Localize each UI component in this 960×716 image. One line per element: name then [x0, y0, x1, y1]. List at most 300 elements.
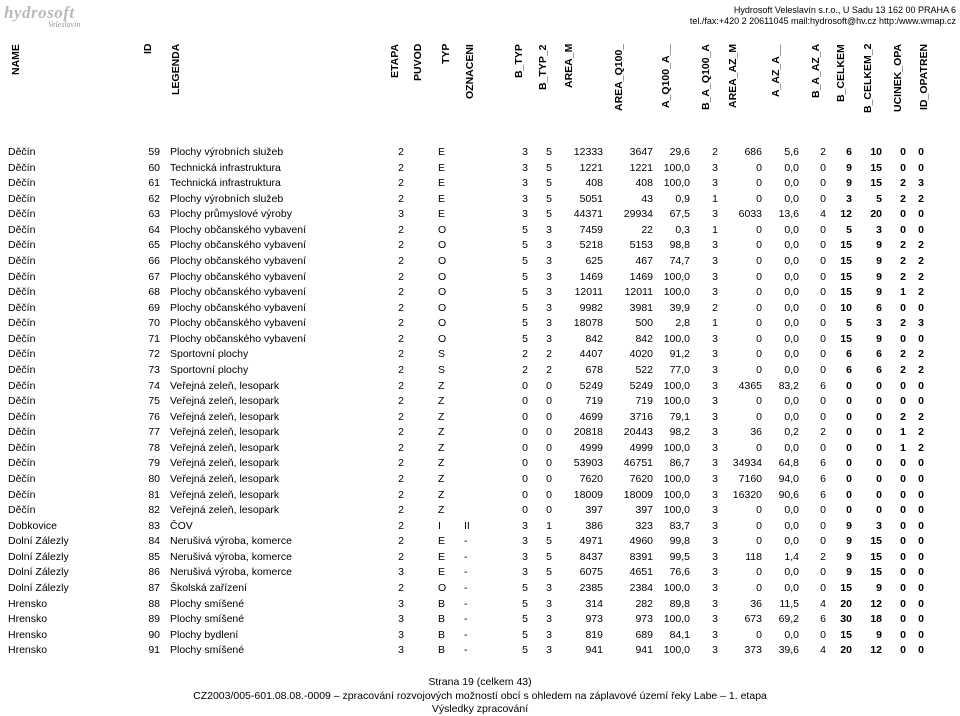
cell-oznaceni: 0: [522, 488, 528, 501]
cell-a-q100-a: 1: [712, 317, 718, 330]
cell-oznaceni: 5: [522, 254, 528, 267]
cell-b-typ-2: 941: [585, 644, 603, 657]
cell-name: Hrensko: [8, 597, 48, 610]
cell-a-q100-a: 3: [712, 410, 718, 423]
cell-b-typ: 5: [546, 161, 552, 174]
cell-b-typ-2: 625: [585, 254, 603, 267]
cell-b-celkem: 9: [876, 270, 882, 283]
cell-b-typ: 3: [546, 270, 552, 283]
cell-area-az-m: 0,0: [784, 239, 799, 252]
project-title: CZ2003/005-601.08.08.-0009 – zpracování rozvojových možností obcí s ohledem na záplavové území řeky Labe – 1. etapa: [193, 690, 767, 702]
table-row: [0, 565, 960, 580]
cell-area-q100: 100,0: [663, 270, 690, 283]
cell-etapa: 3: [398, 628, 404, 641]
table-row: [0, 503, 960, 518]
cell-etapa: 2: [398, 379, 404, 392]
cell-a-az-a: 4: [820, 208, 826, 221]
cell-b-celkem: 3: [876, 317, 882, 330]
cell-id: 81: [148, 488, 160, 501]
cell-a-q100-a: 3: [712, 644, 718, 657]
cell-legenda: Plochy výrobních služeb: [170, 146, 284, 158]
cell-ucinek-opa: 0: [918, 535, 924, 548]
cell-b-celkem-2: 0: [900, 457, 906, 470]
cell-area-q100: 98,8: [669, 239, 690, 252]
cell-b-typ-2: 12011: [574, 286, 603, 299]
cell-oznaceni: 5: [522, 239, 528, 252]
cell-oznaceni: 5: [522, 286, 528, 299]
cell-b-typ-2: 408: [585, 177, 603, 190]
cell-oznaceni: 0: [522, 441, 528, 454]
cell-b-celkem-2: 0: [900, 566, 906, 579]
cell-id: 74: [148, 379, 160, 392]
cell-ucinek-opa: 0: [918, 395, 924, 408]
cell-area-az-m: 90,6: [778, 488, 799, 501]
cell-b-a-q100-a: 0: [756, 161, 762, 174]
cell-b-a-az-a: 9: [846, 519, 852, 532]
cell-puvod: E: [438, 208, 446, 221]
cell-b-celkem-2: 0: [900, 550, 906, 563]
cell-a-q100-a: 3: [712, 628, 718, 641]
cell-ucinek-opa: 0: [918, 613, 924, 626]
header-label: B_A_AZ_A: [810, 44, 822, 99]
cell-id: 91: [148, 644, 160, 657]
cell-area-q100: 100,0: [663, 161, 690, 174]
page-number: Strana 19 (celkem 43): [428, 676, 532, 688]
cell-oznaceni: 5: [522, 581, 528, 594]
cell-b-a-q100-a: 686: [744, 146, 762, 158]
cell-a-q100-a: 3: [712, 488, 718, 501]
header-label: B_TYP: [513, 44, 525, 78]
cell-a-q100-a: 3: [712, 581, 718, 594]
cell-typ: -: [464, 597, 468, 610]
cell-b-celkem: 3: [876, 519, 882, 532]
cell-b-a-q100-a: 4365: [738, 379, 762, 392]
cell-b-celkem-2: 0: [900, 504, 906, 517]
cell-b-celkem: 20: [870, 208, 882, 221]
cell-b-a-az-a: 9: [846, 566, 852, 579]
cell-b-celkem: 9: [876, 581, 882, 594]
company-logo: [4, 3, 104, 31]
cell-legenda: Veřejná zeleň, lesopark: [170, 488, 280, 501]
cell-legenda: Plochy občanského vybavení: [170, 254, 307, 267]
cell-b-a-q100-a: 36: [750, 426, 762, 439]
cell-area-az-m: 83,2: [778, 379, 799, 392]
cell-ucinek-opa: 0: [918, 566, 924, 579]
cell-id: 70: [148, 317, 160, 330]
cell-area-q100: 100,0: [663, 644, 690, 657]
cell-b-typ: 3: [546, 223, 552, 236]
cell-legenda: Plochy průmyslové výroby: [170, 208, 292, 221]
cell-legenda: Plochy občanského vybavení: [170, 317, 307, 330]
cell-typ: -: [464, 535, 468, 548]
header-label: TYP: [440, 44, 452, 65]
cell-name: Děčín: [8, 504, 36, 517]
cell-id: 77: [148, 426, 160, 439]
cell-a-q100-a: 3: [712, 379, 718, 392]
cell-id: 78: [148, 441, 160, 454]
cell-area-m: 3981: [629, 301, 653, 314]
cell-a-az-a: 0: [820, 270, 826, 283]
cell-ucinek-opa: 3: [918, 317, 924, 330]
cell-b-a-q100-a: 0: [756, 348, 762, 361]
table-row: [0, 332, 960, 347]
cell-b-celkem-2: 0: [900, 628, 906, 641]
cell-a-az-a: 0: [820, 504, 826, 517]
cell-legenda: Plochy občanského vybavení: [170, 301, 307, 314]
cell-b-typ-2: 397: [585, 504, 603, 517]
cell-b-celkem: 9: [876, 286, 882, 299]
cell-b-typ-2: 8437: [579, 550, 603, 563]
cell-a-az-a: 0: [820, 566, 826, 579]
cell-oznaceni: 0: [522, 410, 528, 423]
table-row: [0, 207, 960, 222]
cell-etapa: 2: [398, 410, 404, 423]
cell-puvod: Z: [438, 472, 445, 485]
cell-area-m: 1469: [629, 270, 653, 283]
cell-name: Hrensko: [8, 628, 48, 641]
cell-area-az-m: 1,4: [784, 550, 799, 563]
cell-a-az-a: 2: [820, 550, 826, 563]
cell-b-a-q100-a: 0: [756, 254, 762, 267]
cell-legenda: Technická infrastruktura: [170, 161, 281, 174]
cell-oznaceni: 3: [522, 192, 528, 205]
cell-id: 82: [148, 504, 160, 517]
table-row: [0, 270, 960, 285]
cell-ucinek-opa: 0: [918, 301, 924, 314]
cell-b-celkem-2: 1: [900, 441, 906, 454]
cell-area-az-m: 0,0: [784, 270, 799, 283]
cell-name: Dobkovice: [8, 519, 58, 532]
cell-a-az-a: 0: [820, 628, 826, 641]
cell-b-celkem-2: 0: [900, 161, 906, 174]
cell-name: Dolní Zálezly: [8, 566, 69, 579]
cell-name: Děčín: [8, 363, 36, 376]
cell-area-q100: 100,0: [663, 488, 690, 501]
cell-b-typ: 3: [546, 301, 552, 314]
cell-typ: -: [464, 644, 468, 657]
cell-area-m: 12011: [624, 286, 653, 299]
cell-a-q100-a: 3: [712, 566, 718, 579]
cell-a-az-a: 0: [820, 254, 826, 267]
cell-legenda: Nerušivá výroba, komerce: [170, 535, 292, 548]
cell-b-typ: 0: [546, 395, 552, 408]
cell-a-q100-a: 3: [712, 363, 718, 376]
cell-oznaceni: 2: [522, 363, 528, 376]
cell-a-q100-a: 1: [712, 223, 718, 236]
cell-a-q100-a: 1: [712, 192, 718, 205]
cell-b-typ: 5: [546, 177, 552, 190]
cell-id: 62: [148, 192, 160, 205]
cell-b-typ-2: 4999: [579, 441, 603, 454]
cell-ucinek-opa: 0: [918, 208, 924, 221]
cell-b-celkem-2: 0: [900, 472, 906, 485]
cell-etapa: 2: [398, 348, 404, 361]
cell-puvod: O: [438, 332, 447, 345]
cell-area-m: 3647: [629, 146, 653, 158]
cell-area-m: 3716: [629, 410, 653, 423]
cell-area-q100: 29,6: [669, 146, 690, 158]
cell-b-celkem-2: 2: [900, 177, 906, 190]
cell-a-az-a: 0: [820, 301, 826, 314]
cell-etapa: 2: [398, 254, 404, 267]
cell-area-az-m: 0,0: [784, 410, 799, 423]
table-row: [0, 161, 960, 176]
cell-ucinek-opa: 0: [918, 519, 924, 532]
cell-etapa: 2: [398, 395, 404, 408]
cell-b-typ: 5: [546, 208, 552, 221]
table-row: [0, 456, 960, 471]
logo-text: hydrosoft: [4, 3, 75, 22]
cell-oznaceni: 5: [522, 223, 528, 236]
cell-name: Děčín: [8, 161, 36, 174]
cell-puvod: B: [438, 597, 446, 610]
cell-a-az-a: 6: [820, 457, 826, 470]
cell-b-celkem-2: 2: [900, 254, 906, 267]
cell-a-az-a: 6: [820, 472, 826, 485]
cell-area-q100: 98,2: [669, 426, 690, 439]
cell-ucinek-opa: 0: [918, 550, 924, 563]
company-contact: tel./fax:+420 2 20611045 mail:hydrosoft@hv.cz http:/www.wmap.cz: [689, 16, 956, 26]
cell-b-a-az-a: 0: [846, 426, 852, 439]
cell-area-az-m: 64,8: [778, 457, 799, 470]
cell-area-q100: 67,5: [669, 208, 690, 221]
cell-etapa: 2: [398, 504, 404, 517]
cell-a-q100-a: 3: [712, 613, 718, 626]
table-row: [0, 238, 960, 253]
cell-etapa: 2: [398, 177, 404, 190]
cell-name: Děčín: [8, 208, 36, 221]
cell-b-a-az-a: 9: [846, 535, 852, 548]
cell-name: Děčín: [8, 457, 36, 470]
cell-puvod: O: [438, 223, 447, 236]
cell-id: 73: [148, 363, 160, 376]
cell-a-az-a: 2: [820, 146, 826, 158]
cell-a-az-a: 0: [820, 410, 826, 423]
cell-area-az-m: 0,0: [784, 223, 799, 236]
cell-b-a-q100-a: 36: [750, 597, 762, 610]
table-row: [0, 145, 960, 160]
cell-b-a-q100-a: 0: [756, 177, 762, 190]
cell-area-az-m: 39,6: [778, 644, 799, 657]
cell-legenda: Veřejná zeleň, lesopark: [170, 410, 280, 423]
cell-area-az-m: 0,0: [784, 192, 799, 205]
cell-b-a-q100-a: 118: [745, 550, 762, 563]
cell-b-typ-2: 386: [585, 519, 603, 532]
cell-legenda: Plochy občanského vybavení: [170, 270, 307, 283]
cell-b-typ: 3: [546, 613, 552, 626]
cell-typ: -: [464, 566, 468, 579]
cell-b-typ-2: 678: [585, 363, 603, 376]
cell-a-q100-a: 3: [712, 395, 718, 408]
cell-b-typ-2: 20818: [573, 426, 603, 439]
cell-etapa: 2: [398, 317, 404, 330]
section-title: Výsledky zpracování: [431, 703, 529, 715]
cell-puvod: O: [438, 254, 447, 267]
cell-oznaceni: 3: [522, 208, 528, 221]
cell-b-celkem: 0: [876, 457, 882, 470]
cell-etapa: 2: [398, 192, 404, 205]
cell-b-typ-2: 12333: [573, 146, 603, 158]
cell-ucinek-opa: 2: [918, 270, 924, 283]
cell-ucinek-opa: 0: [918, 223, 924, 236]
cell-a-az-a: 0: [820, 317, 826, 330]
table-row: [0, 581, 960, 596]
table-row: [0, 192, 960, 207]
header-label: A_AZ_A__: [770, 44, 782, 97]
cell-b-a-az-a: 20: [840, 644, 852, 657]
cell-id: 68: [148, 286, 160, 299]
cell-legenda: Plochy občanského vybavení: [170, 332, 307, 345]
cell-b-celkem: 12: [870, 597, 882, 610]
cell-ucinek-opa: 3: [918, 177, 924, 190]
cell-a-az-a: 6: [820, 613, 826, 626]
cell-legenda: Nerušivá výroba, komerce: [170, 550, 292, 563]
cell-ucinek-opa: 2: [918, 348, 924, 361]
cell-area-q100: 100,0: [663, 613, 690, 626]
cell-id: 66: [148, 254, 160, 267]
cell-b-a-q100-a: 0: [756, 301, 762, 314]
cell-puvod: Z: [438, 457, 445, 470]
cell-b-typ-2: 6075: [579, 566, 603, 579]
cell-b-celkem-2: 0: [900, 613, 906, 626]
cell-oznaceni: 5: [522, 332, 528, 345]
cell-b-celkem: 15: [870, 177, 882, 190]
cell-b-a-q100-a: 0: [756, 628, 762, 641]
header-label: LEGENDA: [170, 44, 182, 96]
cell-a-q100-a: 3: [712, 472, 718, 485]
header-label: B_CELKEM: [835, 44, 847, 102]
cell-puvod: S: [438, 363, 446, 376]
cell-b-celkem: 0: [876, 488, 882, 501]
cell-area-q100: 84,1: [669, 628, 690, 641]
cell-ucinek-opa: 0: [918, 581, 924, 594]
cell-b-a-q100-a: 0: [756, 535, 762, 548]
header-label: AREA_M: [563, 44, 575, 89]
cell-area-az-m: 11,5: [779, 597, 799, 610]
cell-b-typ-2: 53903: [573, 457, 603, 470]
cell-b-a-q100-a: 0: [756, 395, 762, 408]
cell-b-a-az-a: 3: [846, 192, 852, 205]
cell-b-celkem: 9: [876, 239, 882, 252]
cell-area-m: 7620: [629, 472, 653, 485]
cell-legenda: Školská zařízení: [170, 581, 248, 594]
cell-oznaceni: 0: [522, 426, 528, 439]
cell-a-q100-a: 3: [712, 535, 718, 548]
cell-a-az-a: 0: [820, 441, 826, 454]
cell-b-a-az-a: 15: [840, 254, 852, 267]
cell-id: 59: [148, 146, 160, 158]
cell-a-q100-a: 3: [712, 286, 718, 299]
cell-area-q100: 86,7: [669, 457, 690, 470]
cell-b-celkem: 18: [870, 613, 882, 626]
table-row: [0, 223, 960, 238]
cell-id: 90: [148, 628, 160, 641]
cell-b-typ: 3: [546, 597, 552, 610]
cell-id: 87: [148, 581, 160, 594]
cell-b-a-q100-a: 0: [756, 363, 762, 376]
cell-a-az-a: 0: [820, 535, 826, 548]
cell-a-az-a: 0: [820, 177, 826, 190]
table-row: [0, 519, 960, 534]
cell-b-typ-2: 842: [585, 332, 603, 345]
cell-b-a-q100-a: 0: [756, 239, 762, 252]
cell-id: 76: [148, 410, 160, 423]
cell-ucinek-opa: 0: [918, 488, 924, 501]
cell-etapa: 2: [398, 426, 404, 439]
cell-area-m: 18009: [623, 488, 653, 501]
cell-area-q100: 100,0: [663, 379, 690, 392]
cell-name: Děčín: [8, 254, 36, 267]
cell-area-az-m: 0,0: [784, 332, 799, 345]
cell-b-a-az-a: 6: [846, 363, 852, 376]
cell-puvod: O: [438, 317, 447, 330]
cell-area-m: 397: [635, 504, 653, 517]
cell-area-az-m: 0,0: [784, 317, 799, 330]
cell-oznaceni: 3: [522, 177, 528, 190]
cell-b-typ: 2: [546, 348, 552, 361]
cell-puvod: Z: [438, 379, 445, 392]
cell-id: 63: [148, 208, 160, 221]
cell-name: Dolní Zálezly: [8, 581, 69, 594]
cell-oznaceni: 0: [522, 395, 528, 408]
cell-area-az-m: 0,0: [784, 161, 799, 174]
cell-b-celkem: 15: [870, 566, 882, 579]
cell-a-q100-a: 3: [712, 457, 718, 470]
cell-area-m: 43: [641, 192, 653, 205]
cell-b-typ: 5: [546, 550, 552, 563]
cell-a-q100-a: 3: [712, 550, 718, 563]
cell-etapa: 2: [398, 488, 404, 501]
cell-name: Děčín: [8, 192, 36, 205]
cell-b-a-q100-a: 0: [756, 581, 762, 594]
cell-b-celkem: 15: [870, 535, 882, 548]
cell-a-q100-a: 3: [712, 348, 718, 361]
cell-b-a-q100-a: 34934: [732, 457, 762, 470]
cell-etapa: 3: [398, 566, 404, 579]
cell-b-typ-2: 819: [585, 628, 603, 641]
cell-area-q100: 89,8: [669, 597, 690, 610]
cell-b-typ-2: 1469: [579, 270, 603, 283]
cell-area-az-m: 0,0: [784, 395, 799, 408]
cell-b-a-q100-a: 0: [756, 270, 762, 283]
cell-area-m: 941: [635, 644, 653, 657]
cell-legenda: Plochy občanského vybavení: [170, 239, 307, 252]
cell-area-az-m: 0,0: [784, 566, 799, 579]
cell-name: Děčín: [8, 301, 36, 314]
cell-ucinek-opa: 2: [918, 254, 924, 267]
cell-a-q100-a: 3: [712, 270, 718, 283]
cell-b-a-az-a: 15: [840, 581, 852, 594]
cell-b-typ-2: 9982: [579, 301, 603, 314]
cell-puvod: B: [438, 613, 446, 626]
cell-b-a-az-a: 15: [840, 286, 852, 299]
cell-puvod: E: [438, 177, 446, 190]
table-row: [0, 176, 960, 191]
cell-etapa: 2: [398, 519, 404, 532]
cell-a-q100-a: 3: [712, 239, 718, 252]
cell-b-celkem: 6: [876, 301, 882, 314]
cell-b-typ: 3: [546, 317, 552, 330]
cell-name: Děčín: [8, 332, 36, 345]
cell-id: 69: [148, 301, 160, 314]
cell-name: Děčín: [8, 239, 36, 252]
header-label: A_Q100_A__: [660, 44, 672, 109]
cell-a-az-a: 0: [820, 332, 826, 345]
cell-area-az-m: 0,2: [784, 426, 799, 439]
cell-area-m: 689: [635, 628, 653, 641]
cell-b-typ: 5: [546, 535, 552, 548]
cell-b-typ-2: 4407: [579, 348, 603, 361]
